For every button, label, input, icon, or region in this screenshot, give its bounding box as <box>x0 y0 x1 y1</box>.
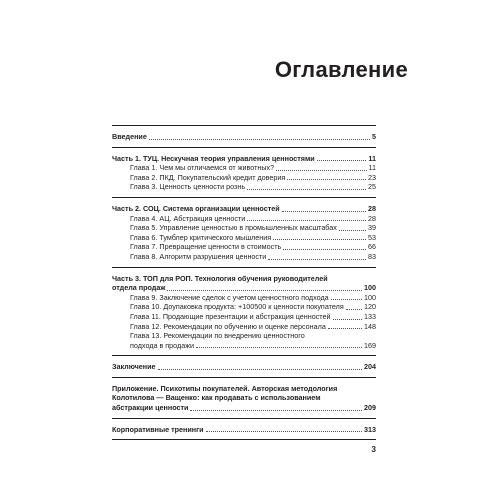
toc-entry-chapter-8[interactable] <box>112 252 376 262</box>
dot-leader <box>247 189 366 190</box>
toc-entry-label: Заключение <box>112 362 156 372</box>
toc-entry-page: 11 <box>368 153 376 163</box>
dot-leader <box>149 139 370 140</box>
dot-leader <box>346 309 362 310</box>
toc-entry-chapter-7[interactable] <box>112 242 376 252</box>
toc-entry-label: Глава 9. Заключение сделок с учетом ценностного подхода <box>130 292 329 302</box>
toc-entry-label-line-1: Часть 3. ТОП для РОП. Технология обучения руководителей <box>112 273 328 283</box>
toc-entry-label: Часть 1. ТУЦ. Нескучная теория управления ценностями <box>112 153 315 163</box>
page-number: 3 <box>371 445 376 454</box>
toc-entry-label: Глава 7. Превращение ценности в стоимость <box>130 242 282 252</box>
toc-entry-chapter-2[interactable] <box>112 173 376 183</box>
dot-leader <box>328 328 362 329</box>
toc-entry-page: 39 <box>368 223 376 233</box>
toc-entry-label-line-3: абстракции ценности <box>112 403 189 413</box>
toc-entry-chapter-4[interactable] <box>112 214 376 224</box>
toc-section-appendix <box>112 378 376 418</box>
toc-entry-label: Введение <box>112 132 147 141</box>
toc-entry-page: 209 <box>364 403 376 413</box>
toc-section-part-2 <box>112 198 376 267</box>
toc-entry-page: 5 <box>372 132 376 141</box>
toc-entry-page: 53 <box>368 232 376 242</box>
toc-entry-label: Глава 10. Доупаковка продукта: +100500 к ценности покупателя <box>130 302 344 312</box>
toc-entry-label-line-2: Колотилова — Ващенко: как продавать с использованием <box>112 393 321 403</box>
toc-entry-page: 28 <box>368 203 376 213</box>
divider <box>112 439 376 440</box>
toc-section-part-3 <box>112 268 376 356</box>
toc-entry-label-line-1: Глава 13. Рекомендации по внедрению ценностного <box>130 331 305 341</box>
toc-entry-chapter-1[interactable] <box>112 163 376 173</box>
toc-entry-chapter-6[interactable] <box>112 233 376 243</box>
toc-entry-page: 83 <box>368 251 376 261</box>
dot-leader <box>247 220 366 221</box>
dot-leader <box>339 230 366 231</box>
toc-section-conclusion <box>112 356 376 377</box>
toc-entry-trainings[interactable] <box>112 425 376 435</box>
toc-entry-label: Глава 2. ПКД. Покупательский кредит доверия <box>130 172 286 182</box>
toc-entry-label: Глава 8. Алгоритм разрушения ценности <box>130 251 267 261</box>
toc-entry-page: 204 <box>364 362 376 372</box>
toc-entry-label-line-2: отдела продаж <box>112 283 166 293</box>
toc-entry-chapter-13[interactable] <box>112 331 376 350</box>
toc-entry-page: 11 <box>368 163 376 173</box>
toc-entry-part-1[interactable] <box>112 154 376 164</box>
dot-leader <box>206 431 362 432</box>
toc-entry-chapter-10[interactable] <box>112 302 376 312</box>
toc-entry-page: 313 <box>364 424 376 434</box>
toc-entry-part-3[interactable] <box>112 274 376 293</box>
toc-entry-chapter-5[interactable] <box>112 223 376 233</box>
dot-leader <box>331 299 362 300</box>
toc-entry-page: 100 <box>364 292 376 302</box>
toc-entry-conclusion[interactable] <box>112 362 376 372</box>
toc-entry-chapter-3[interactable] <box>112 182 376 192</box>
dot-leader <box>333 319 362 320</box>
toc-entry-page: 23 <box>368 172 376 182</box>
toc-entry-chapter-9[interactable] <box>112 293 376 303</box>
toc-entry-page: 66 <box>368 242 376 252</box>
toc-entry-page: 28 <box>368 213 376 223</box>
toc-entry-page: 133 <box>364 311 376 321</box>
toc-entry-label: Глава 5. Управление ценностью в промышленных масштабах <box>130 223 337 233</box>
dot-leader <box>282 211 366 212</box>
page-title: Оглавление <box>274 57 408 82</box>
toc-entry-label: Часть 2. СОЦ. Система организации ценностей <box>112 203 280 213</box>
toc-entry-page: 120 <box>364 302 376 312</box>
toc-entry-label: Глава 11. Продающие презентации и абстракция ценностей <box>130 311 331 321</box>
toc-entry-label: Корпоративные тренинги <box>112 424 204 434</box>
toc-entry-chapter-11[interactable] <box>112 312 376 322</box>
toc-entry-label-line-2: подхода в продажи <box>130 340 195 350</box>
toc-entry-label: Глава 4. АЦ. Абстракция ценности <box>130 213 246 223</box>
dot-leader <box>167 290 362 291</box>
toc-entry-appendix[interactable] <box>112 384 376 413</box>
dot-leader <box>283 249 366 250</box>
toc-section-trainings <box>112 419 376 440</box>
toc-entry-chapter-12[interactable] <box>112 322 376 332</box>
dot-leader <box>276 170 366 171</box>
dot-leader <box>287 179 366 180</box>
dot-leader <box>190 410 362 411</box>
toc-entry-page: 25 <box>368 182 376 192</box>
toc-section-intro <box>112 126 376 147</box>
toc-entry-label: Глава 12. Рекомендации по обучению и оценке персонала <box>130 321 326 331</box>
dot-leader <box>317 160 367 161</box>
toc-entry-label: Глава 3. Ценность ценности рознь <box>130 182 246 192</box>
toc-section-part-1 <box>112 148 376 197</box>
toc-entry-label-line-1: Приложение. Психотипы покупателей. Авторская методология <box>112 383 338 393</box>
dot-leader <box>273 239 366 240</box>
toc-entry-page: 169 <box>364 340 376 350</box>
dot-leader <box>158 369 362 370</box>
table-of-contents <box>112 125 376 440</box>
toc-entry-page: 148 <box>364 321 376 331</box>
toc-entry-page: 100 <box>364 283 376 293</box>
toc-entry-label: Глава 6. Тумблер критического мышления <box>130 232 272 242</box>
toc-entry-label: Глава 1. Чем мы отличаемся от животных? <box>130 163 275 173</box>
dot-leader <box>268 259 366 260</box>
dot-leader <box>196 347 362 348</box>
toc-entry-part-2[interactable] <box>112 204 376 214</box>
toc-entry-intro[interactable] <box>112 132 376 142</box>
